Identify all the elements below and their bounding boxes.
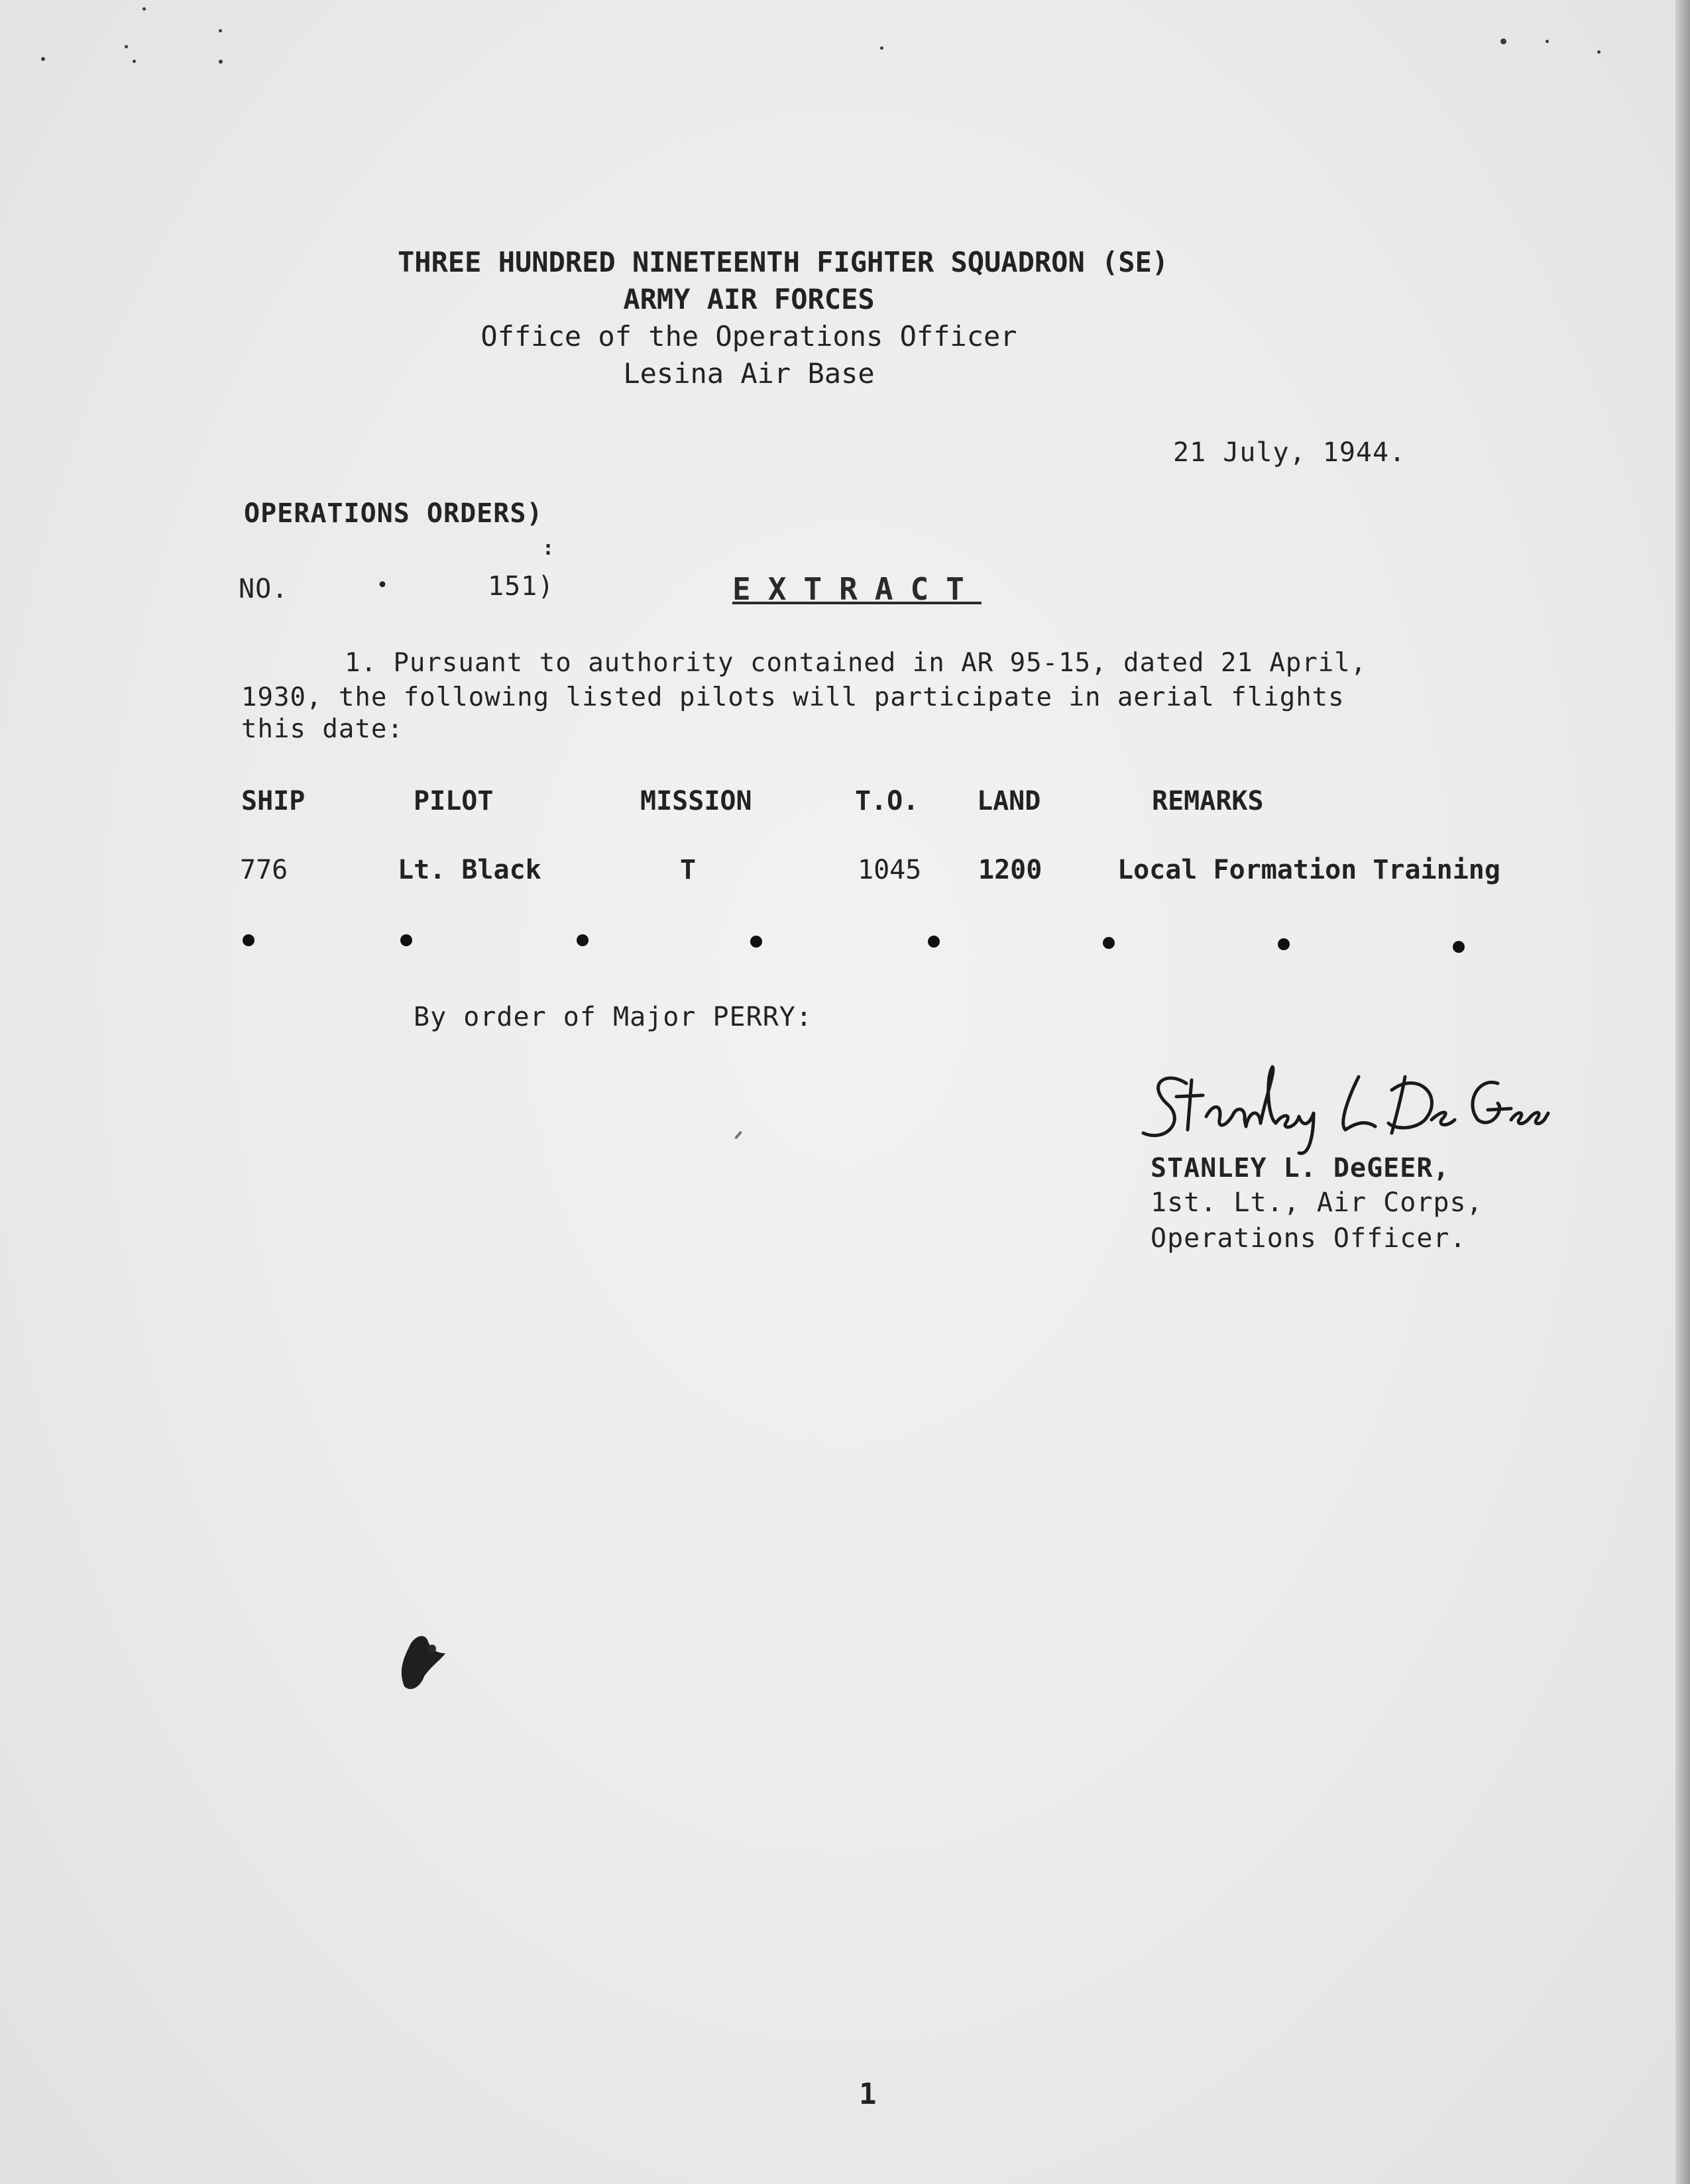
table-header-row: [0, 786, 1690, 826]
cell-pilot: Lt. Black: [398, 855, 541, 885]
page-edge-shadow: [1675, 0, 1690, 2184]
letterhead-org: ARMY AIR FORCES: [623, 283, 875, 315]
cell-land: 1200: [978, 855, 1042, 885]
page-number: 1: [859, 2077, 877, 2111]
orders-number-label: NO.: [239, 574, 289, 604]
letterhead-unit: THREE HUNDRED NINETEENTH FIGHTER SQUADRON (SE): [398, 246, 1169, 278]
cell-to: 1045: [858, 855, 922, 885]
extract-title: EXTRACT: [732, 571, 982, 607]
speck: [219, 29, 222, 32]
letterhead-office: Office of the Operations Officer: [480, 320, 1017, 353]
letterhead: [398, 244, 1169, 392]
speck: [1597, 50, 1601, 54]
header-mission: MISSION: [640, 786, 752, 816]
letterhead-location: Lesina Air Base: [623, 357, 875, 390]
orders-number-dot: •: [376, 574, 390, 597]
speck: [219, 60, 223, 64]
speck: [734, 1130, 742, 1139]
separator-dot: [400, 934, 412, 946]
signer-title: Operations Officer.: [1151, 1223, 1467, 1254]
speck: [1500, 38, 1506, 44]
cell-remarks: Local Formation Training: [1117, 855, 1500, 885]
cell-mission: T: [680, 855, 697, 885]
separator-dot: [1278, 938, 1290, 950]
separator-dot: [750, 936, 762, 948]
speck: [125, 45, 128, 48]
separator-dot: [1453, 941, 1465, 953]
signer-rank: 1st. Lt., Air Corps,: [1151, 1187, 1483, 1218]
header-land: LAND: [977, 786, 1041, 816]
header-to: T.O.: [855, 786, 919, 816]
orders-label: OPERATIONS ORDERS): [244, 498, 543, 529]
document-date: 21 July, 1944.: [1173, 437, 1406, 468]
paragraph-line-3: this date:: [241, 714, 404, 744]
closing-line: By order of Major PERRY:: [414, 1002, 813, 1032]
separator-dot: [928, 936, 940, 948]
speck: [142, 7, 146, 11]
speck: [880, 46, 883, 50]
orders-colon: :: [542, 537, 555, 560]
header-remarks: REMARKS: [1152, 786, 1264, 816]
orders-number: 151): [488, 571, 555, 602]
ink-blot: [391, 1623, 451, 1696]
header-ship: SHIP: [241, 786, 306, 816]
handwritten-signature: [1140, 1057, 1551, 1156]
separator-dot: [1103, 937, 1115, 949]
separator-dot: [243, 934, 254, 946]
signer-name: STANLEY L. DeGEER,: [1151, 1153, 1450, 1183]
header-pilot: PILOT: [414, 786, 494, 816]
speck: [133, 60, 136, 63]
separator-dot: [577, 934, 589, 946]
speck: [1546, 40, 1549, 43]
paragraph-line-1: 1. Pursuant to authority contained in AR 95-15, dated 21 April,: [345, 648, 1367, 678]
paragraph-line-2: 1930, the following listed pilots will participate in aerial flights: [241, 682, 1345, 712]
table-row: [0, 855, 1690, 895]
cell-ship: 776: [240, 855, 288, 885]
speck: [41, 57, 45, 61]
